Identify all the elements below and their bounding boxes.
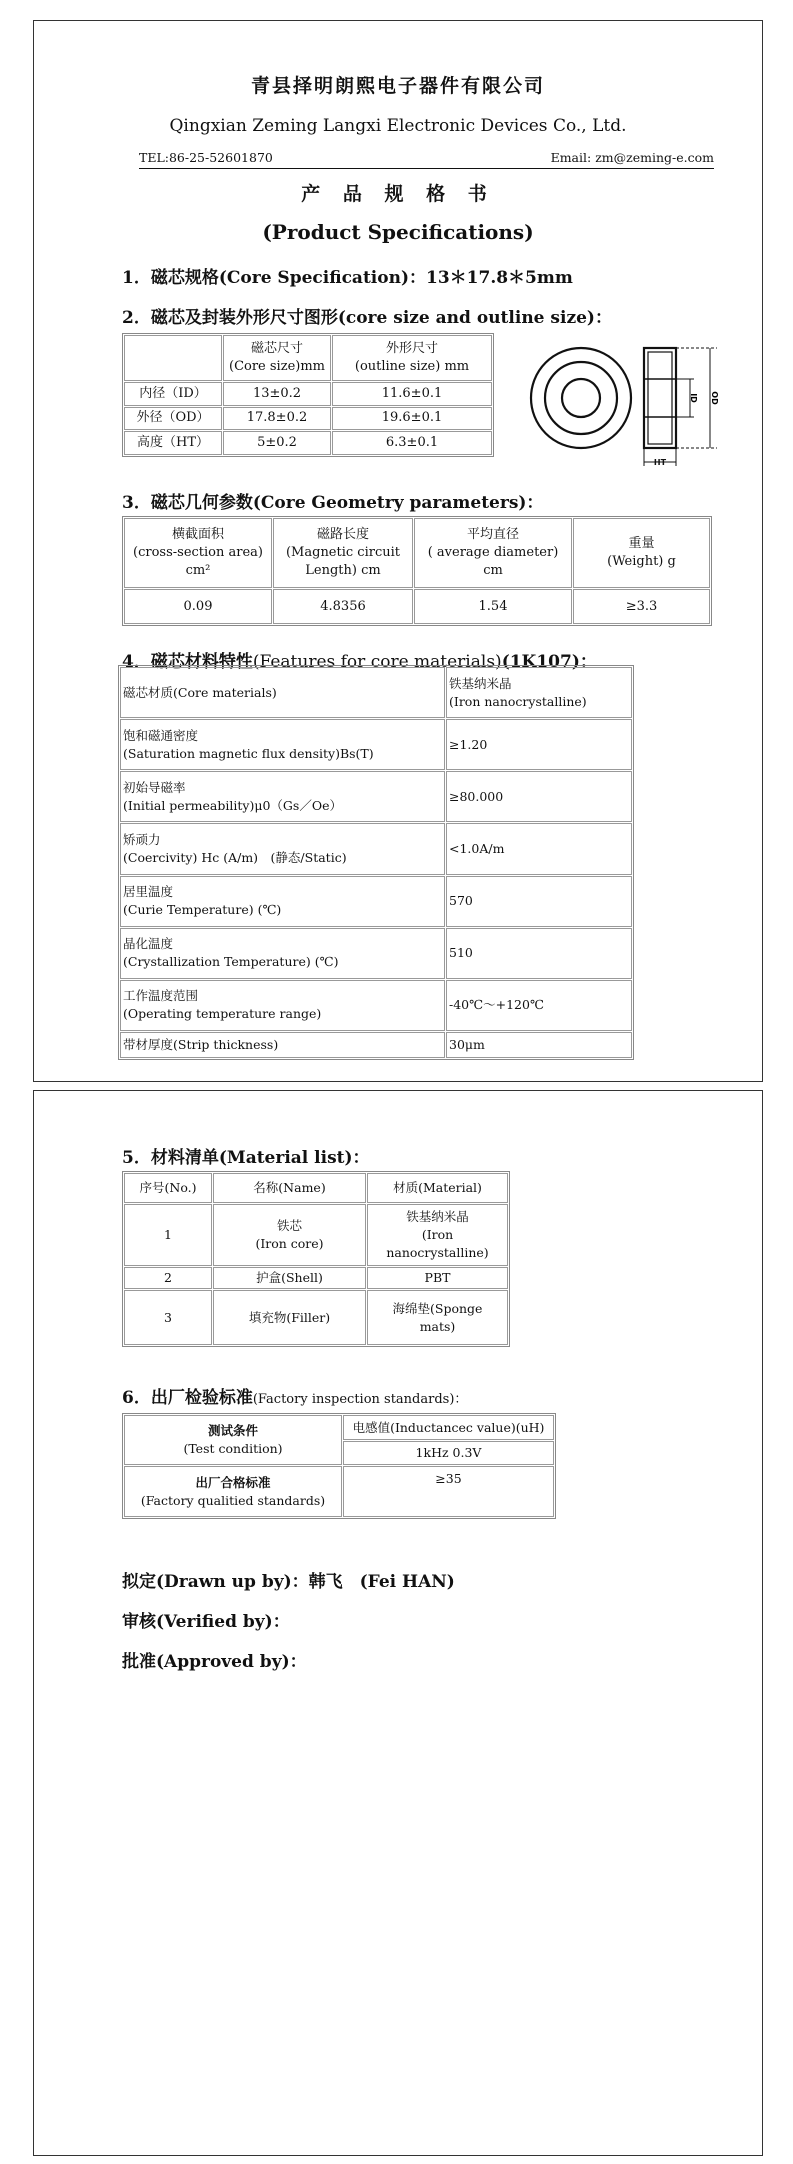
test-frequency: 1kHz 0.3V	[343, 1441, 554, 1465]
spec-page-2	[33, 1090, 763, 2156]
average-diameter-header	[414, 518, 572, 588]
doc-title-en: (Product Specifications)	[262, 220, 534, 244]
header-line: (Magnetic circuit	[285, 545, 400, 560]
verified-by: 审核(Verified by)：	[122, 1612, 290, 1632]
material-list-table	[122, 1171, 510, 1347]
section-6-heading	[122, 1383, 467, 1408]
outline-size-header-cn: 外形尺寸	[385, 341, 438, 356]
email: Email: zm@zeming-e.com	[550, 150, 714, 165]
header-line: (cross-section area)	[133, 545, 263, 560]
row-label: 内径（ID）	[124, 382, 222, 406]
value-cell: <1.0A/m	[446, 823, 632, 874]
test-condition-cn: 测试条件	[207, 1423, 258, 1438]
doc-title-cn: 产 品 规 格 书	[301, 183, 495, 205]
row-name	[213, 1204, 366, 1266]
test-condition-cell	[124, 1415, 342, 1465]
table-row	[124, 1204, 508, 1266]
section-1-heading: 1．磁芯规格(Core Specification)：13＊17.8＊5mm	[122, 268, 573, 288]
section-5-heading: 5．材料清单(Material list)：	[122, 1148, 370, 1168]
heading-cn: 4．磁芯材料特性	[122, 652, 253, 672]
property-label: (Coercivity) Hc (A/m) (静态/Static)	[123, 849, 347, 865]
core-outline-diagram	[529, 336, 769, 471]
core-value: 13±0.2	[223, 382, 331, 406]
name-line: (Iron core)	[255, 1236, 324, 1251]
size-table-corner	[124, 335, 222, 381]
drawn-by: 拟定(Drawn up by)：韩飞 (Fei HAN)	[122, 1572, 455, 1592]
core-size-table	[122, 333, 494, 457]
property-label: 饱和磁通密度	[123, 727, 199, 743]
outline-size-header-en: (outline size) mm	[354, 359, 470, 374]
header-line: 重量	[628, 536, 655, 551]
material-line: (Iron	[421, 1227, 454, 1242]
property-label: (Saturation magnetic flux density)Bs(T)	[123, 745, 374, 761]
property-label: 居里温度	[123, 884, 174, 900]
row-name: 护盒(Shell)	[213, 1267, 366, 1289]
header-line: (Weight) g	[607, 554, 676, 569]
contact-line	[139, 150, 714, 169]
outline-value: 6.3±0.1	[332, 431, 492, 455]
table-row	[124, 1173, 508, 1203]
property-label: (Crystallization Temperature) (℃)	[123, 954, 339, 970]
od-dimension-label: OD	[710, 391, 719, 405]
table-row	[124, 1290, 508, 1345]
table-row	[120, 1032, 632, 1058]
core-material-table	[118, 665, 634, 1060]
material-line: 海绵垫(Sponge	[392, 1300, 483, 1316]
property-cell	[120, 719, 445, 770]
header-line: ( average diameter) cm	[427, 545, 559, 578]
value-cell: 510	[446, 928, 632, 979]
row-material	[367, 1290, 508, 1345]
spec-page-1	[33, 20, 763, 1082]
core-value: 5±0.2	[223, 431, 331, 455]
table-row	[120, 667, 632, 718]
heading-tail: (1K107)：	[501, 652, 597, 672]
inspection-table	[122, 1413, 556, 1519]
table-row	[124, 1466, 554, 1517]
section-2-heading: 2．磁芯及封装外形尺寸图形(core size and outline size)：	[122, 308, 612, 328]
company-name-cn: 青县择明朗熙电子器件有限公司	[250, 75, 545, 97]
property-cell	[120, 823, 445, 874]
value-line: (Iron nanocrystalline)	[449, 693, 587, 709]
row-label: 外径（OD）	[124, 407, 222, 431]
table-row	[120, 876, 632, 927]
property-cell	[120, 771, 445, 822]
core-size-header-cn: 磁芯尺寸	[250, 341, 303, 356]
table-row	[120, 771, 632, 822]
average-diameter-value: 1.54	[414, 589, 572, 624]
property-label: (Initial permeability)μ0（Gs／Oe）	[123, 797, 342, 813]
header-line: 横截面积	[171, 527, 224, 542]
property-label: 带材厚度(Strip thickness)	[120, 1032, 445, 1058]
table-row	[120, 928, 632, 979]
core-size-header-en: (Core size)mm	[229, 359, 325, 374]
name-line: 铁芯	[276, 1218, 302, 1233]
core-size-header	[223, 335, 331, 381]
property-label: (Operating temperature range)	[123, 1006, 322, 1022]
property-cell	[120, 928, 445, 979]
ht-dimension-label: HT	[653, 458, 667, 467]
header-line: 磁路长度	[316, 527, 369, 542]
outline-value: 19.6±0.1	[332, 407, 492, 431]
material-line: nanocrystalline)	[386, 1245, 489, 1260]
value-cell	[446, 667, 632, 718]
table-row	[124, 1267, 508, 1289]
table-row	[124, 589, 710, 624]
magnetic-length-header	[273, 518, 413, 588]
property-cell	[120, 667, 445, 718]
value-line: 铁基纳米晶	[449, 675, 512, 691]
row-material	[367, 1204, 508, 1266]
property-label: 磁芯材质(Core materials)	[123, 684, 277, 700]
test-condition-en: (Test condition)	[183, 1441, 283, 1456]
material-header: 材质(Material)	[367, 1173, 508, 1203]
header-line: 平均直径	[466, 527, 519, 542]
table-row	[124, 518, 710, 588]
outline-value: 11.6±0.1	[332, 382, 492, 406]
core-geometry-table	[122, 516, 712, 626]
table-row	[120, 980, 632, 1031]
property-label: 工作温度范围	[123, 988, 199, 1004]
magnetic-length-value: 4.8356	[273, 589, 413, 624]
standard-cn: 出厂合格标准	[195, 1474, 271, 1490]
property-cell	[120, 980, 445, 1031]
no-header: 序号(No.)	[124, 1173, 212, 1203]
table-row	[120, 719, 632, 770]
property-label: 晶化温度	[123, 936, 174, 952]
value-cell: ≥1.20	[446, 719, 632, 770]
material-line: 铁基纳米晶	[406, 1209, 469, 1224]
row-name: 填充物(Filler)	[213, 1290, 366, 1345]
row-material: PBT	[367, 1267, 508, 1289]
row-no: 2	[124, 1267, 212, 1289]
telephone: TEL:86-25-52601870	[139, 150, 273, 165]
inductance-header: 电感值(Inductancec value)(uH)	[343, 1415, 554, 1440]
value-cell: 570	[446, 876, 632, 927]
heading-en: (Factory inspection standards)：	[252, 1392, 468, 1407]
cross-section-value: 0.09	[124, 589, 272, 624]
ring-front-view	[531, 348, 631, 448]
standard-cell	[124, 1466, 342, 1517]
row-label: 高度（HT）	[124, 431, 222, 455]
material-line: mats)	[419, 1318, 456, 1334]
outline-size-header	[332, 335, 492, 381]
table-row	[124, 382, 492, 406]
approved-by: 批准(Approved by)：	[122, 1652, 307, 1672]
header-line: cm²	[185, 563, 211, 578]
weight-value: ≥3.3	[573, 589, 710, 624]
value-cell: 30μm	[446, 1032, 632, 1058]
id-dimension-label: ID	[689, 393, 698, 403]
row-no: 3	[124, 1290, 212, 1345]
value-cell: ≥80.000	[446, 771, 632, 822]
property-label: (Curie Temperature) (℃)	[123, 902, 282, 918]
weight-header	[573, 518, 710, 588]
table-row	[124, 431, 492, 455]
heading-cn: 6．出厂检验标准	[122, 1388, 253, 1408]
property-label: 矫顽力	[123, 831, 161, 847]
table-row	[120, 823, 632, 874]
table-row	[124, 1415, 554, 1440]
heading-en: (Features for core materials)	[252, 652, 502, 672]
ring-side-view	[644, 348, 717, 466]
property-cell	[120, 876, 445, 927]
property-label: 初始导磁率	[123, 779, 186, 795]
cross-section-header	[124, 518, 272, 588]
value-cell: -40℃～+120℃	[446, 980, 632, 1031]
header-line: Length) cm	[305, 563, 381, 578]
section-3-heading: 3．磁芯几何参数(Core Geometry parameters)：	[122, 493, 544, 513]
name-header: 名称(Name)	[213, 1173, 366, 1203]
company-name-en: Qingxian Zeming Langxi Electronic Devices Co., Ltd.	[169, 116, 627, 136]
standard-value: ≥35	[343, 1466, 554, 1517]
core-value: 17.8±0.2	[223, 407, 331, 431]
row-no: 1	[124, 1204, 212, 1266]
table-row	[124, 407, 492, 431]
standard-en: (Factory qualitied standards)	[140, 1492, 326, 1508]
